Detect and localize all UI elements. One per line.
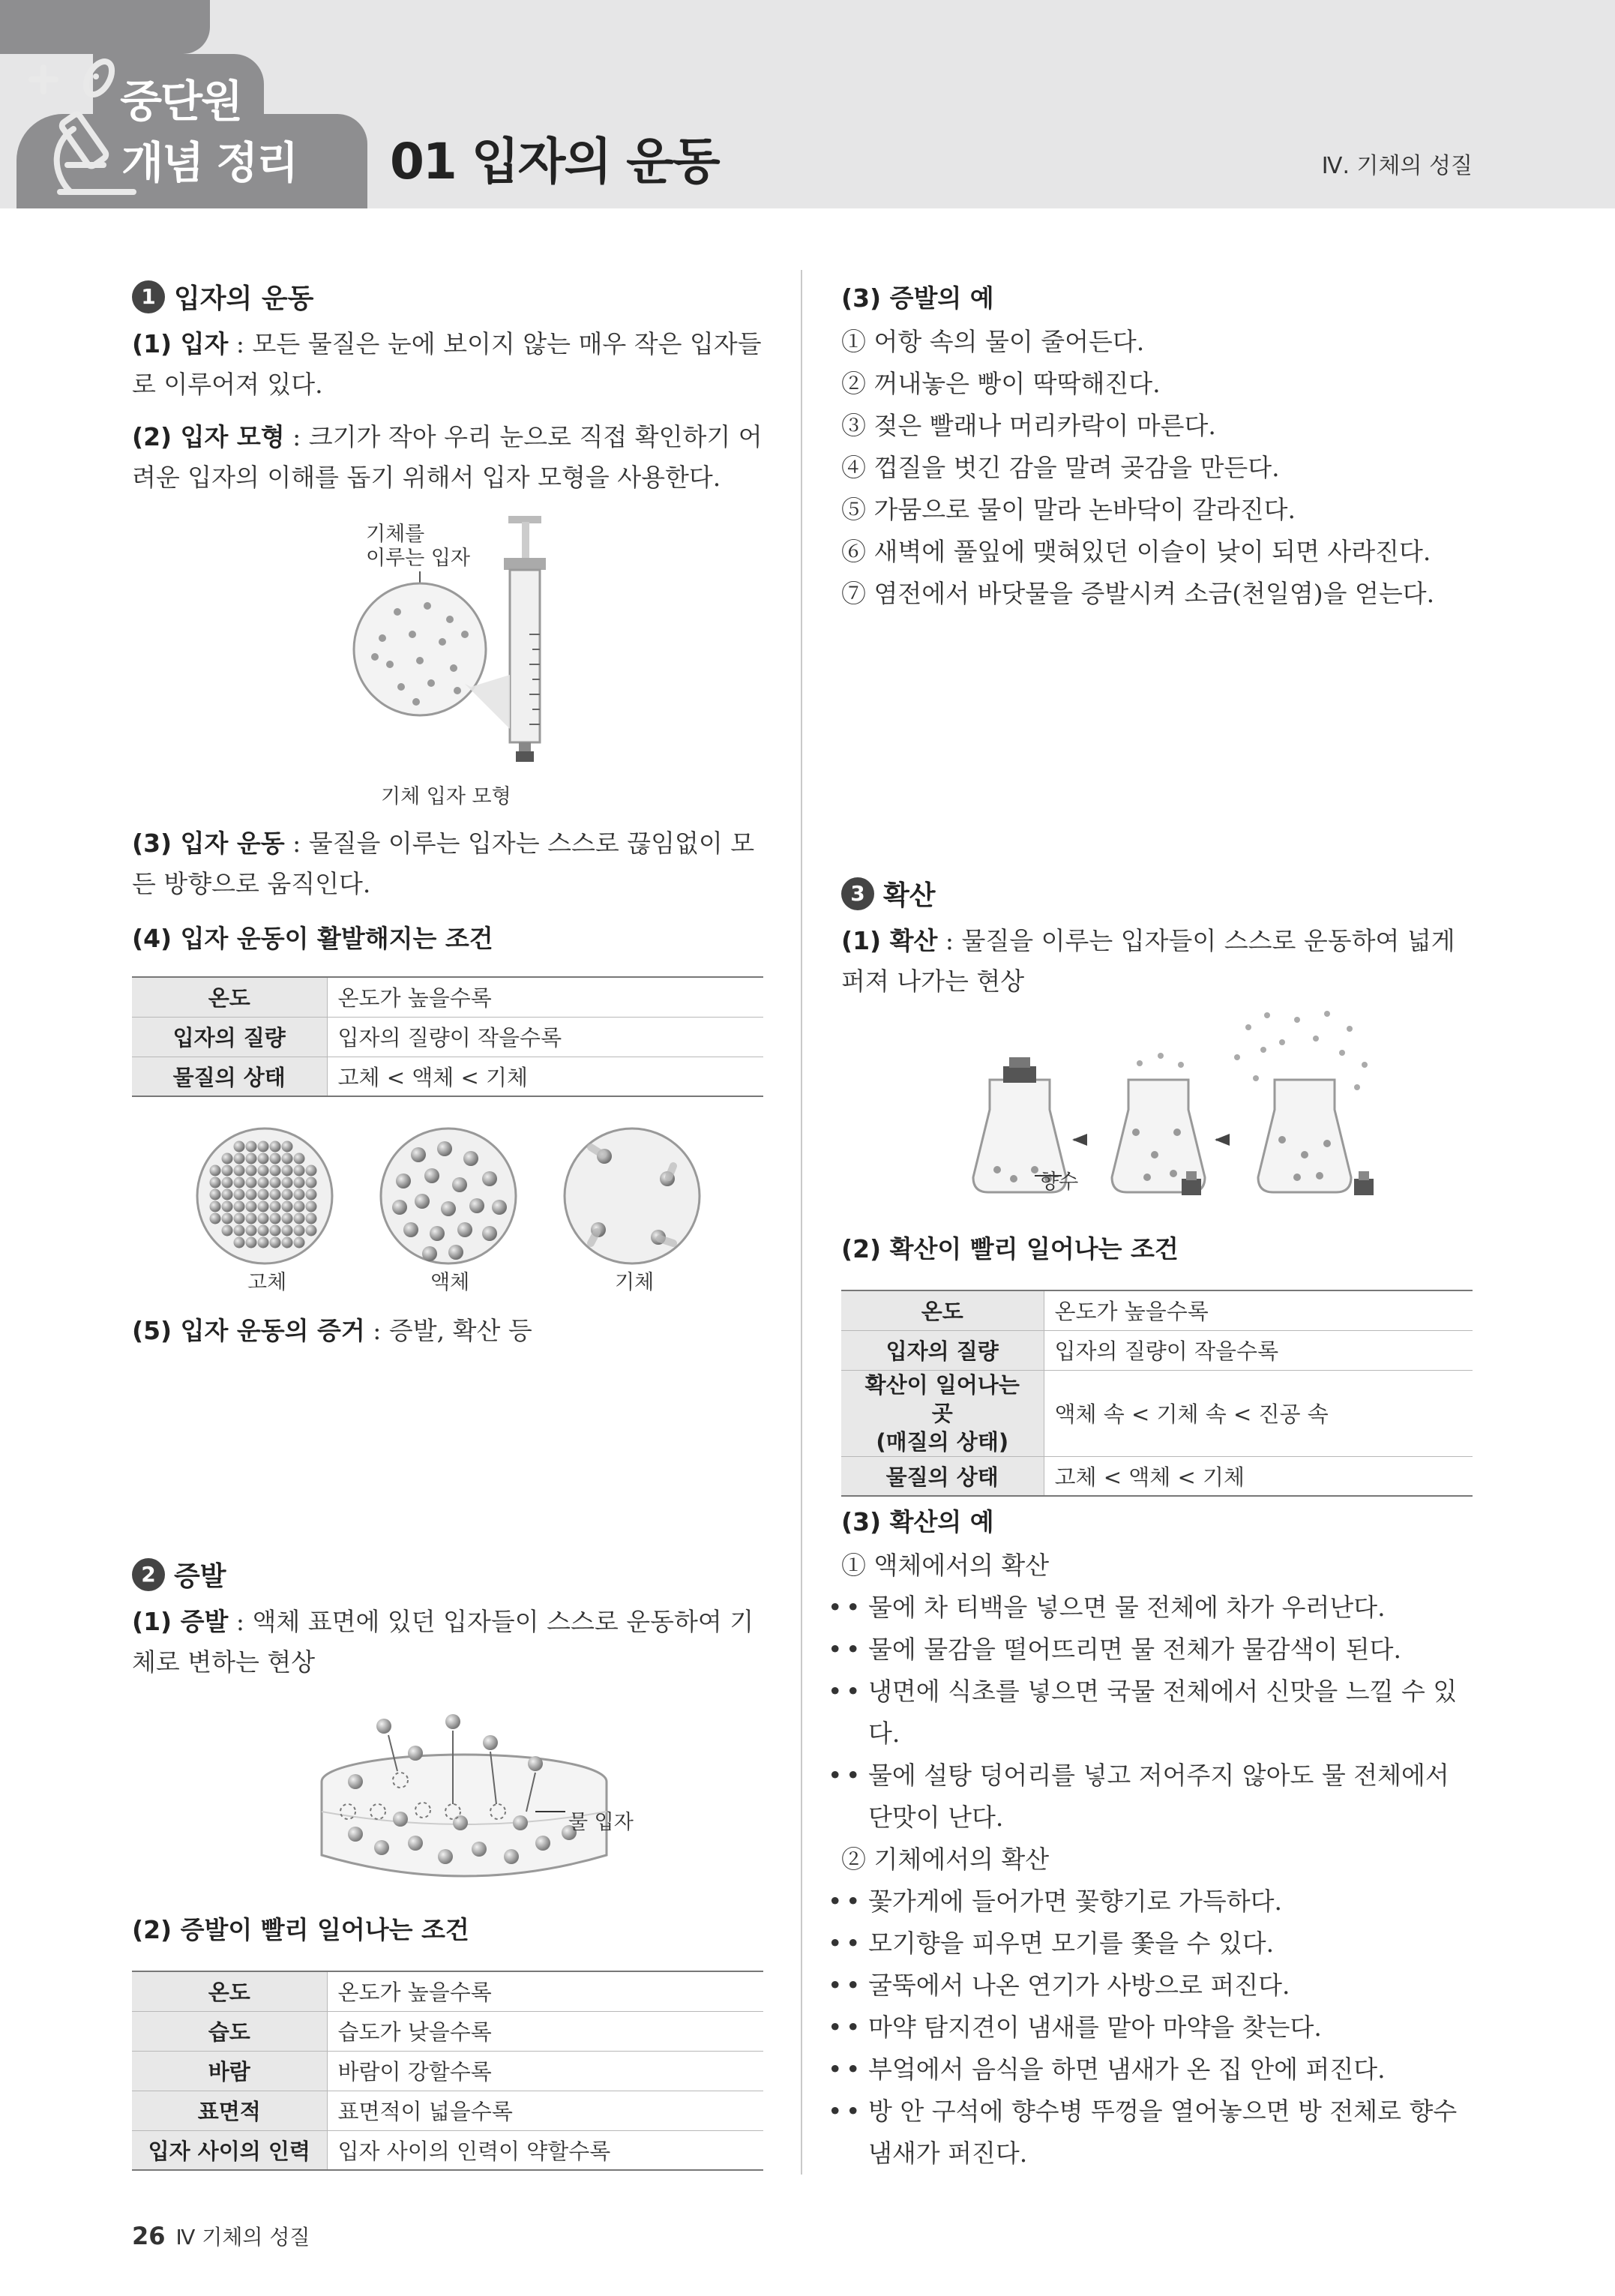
term-particle: (1) 입자 <box>132 329 229 358</box>
solid-particle <box>210 1177 221 1188</box>
solid-particle <box>210 1165 221 1176</box>
solid-particle <box>270 1141 281 1152</box>
motion-conditions-title: (4) 입자 운동이 활발해지는 조건 <box>132 924 493 953</box>
solid-particle <box>282 1189 293 1200</box>
table-key: 물질의 상태 <box>132 1057 327 1096</box>
section-2-heading <box>132 1555 226 1593</box>
list-item: • • 물에 차 티백을 넣으면 물 전체에 차가 우러난다. <box>841 1587 1473 1629</box>
term-motion-evidence: (5) 입자 운동의 증거 <box>132 1316 365 1345</box>
solid-particle <box>282 1141 293 1152</box>
evaporation-conditions-table <box>132 1971 763 2171</box>
perfume-diffusion-figure <box>967 1005 1387 1215</box>
liquid-diffusion-heading: ① 액체에서의 확산 <box>841 1551 1050 1580</box>
section-1-heading <box>132 277 313 316</box>
solid-particle <box>294 1189 305 1200</box>
table-row <box>132 2051 763 2091</box>
solid-particle <box>234 1225 245 1236</box>
solid-particle <box>270 1237 281 1248</box>
table-value: 온도가 높을수록 <box>327 977 763 1017</box>
solid-particle <box>270 1177 281 1188</box>
solid-particle <box>222 1225 233 1236</box>
chapter-label: Ⅳ. 기체의 성질 <box>1321 153 1473 179</box>
solid-particle <box>306 1177 317 1188</box>
table-value: 온도가 높을수록 <box>1044 1290 1473 1330</box>
solid-particle <box>258 1237 269 1248</box>
table-value: 온도가 높을수록 <box>327 1971 763 2011</box>
solid-particle <box>234 1177 245 1188</box>
table-value: 표면적이 넓을수록 <box>327 2091 763 2130</box>
section-3-title: 확산 <box>883 880 936 911</box>
solid-particle <box>270 1165 281 1176</box>
list-item-text: 물에 물감을 떨어뜨리면 물 전체가 물감색이 된다. <box>867 1635 1401 1664</box>
page-number: 26 <box>132 2222 166 2250</box>
table-value: 입자의 질량이 작을수록 <box>327 1017 763 1057</box>
list-item: • • 굴뚝에서 나온 연기가 사방으로 퍼진다. <box>841 1965 1473 2007</box>
solid-particle <box>210 1189 221 1200</box>
solid-particle <box>222 1189 233 1200</box>
list-item: ⑥ 새벽에 풀잎에 맺혀있던 이슬이 낮이 되면 사라진다. <box>841 537 1431 566</box>
list-item-text: 물에 설탕 덩어리를 넣고 저어주지 않아도 물 전체에서 단맛이 난다. <box>867 1761 1449 1832</box>
table-key: 표면적 <box>132 2091 327 2130</box>
figure-label-line2: 이루는 입자 <box>366 547 470 570</box>
list-item-text: 마약 탐지견이 냄새를 맡아 마약을 찾는다. <box>867 2013 1322 2042</box>
section-number-1: 1 <box>132 280 165 313</box>
diffusion-conditions-title: (2) 확산이 빨리 일어나는 조건 <box>841 1234 1179 1263</box>
table-value: 습도가 낮을수록 <box>327 2011 763 2051</box>
solid-particle <box>246 1237 257 1248</box>
solid-particle <box>258 1213 269 1224</box>
table-key-medium <box>841 1370 1044 1456</box>
solid-particle <box>234 1141 245 1152</box>
solid-particle <box>270 1189 281 1200</box>
solid-particle <box>222 1165 233 1176</box>
solid-particle <box>234 1213 245 1224</box>
table-key-line1: 확산이 일어나는 곳 <box>864 1371 1020 1426</box>
list-item-text: 물에 차 티백을 넣으면 물 전체에 차가 우러난다. <box>867 1593 1386 1622</box>
figure-label-line1: 기체를 <box>366 523 425 546</box>
solid-particle <box>222 1153 233 1164</box>
evaporation-examples-list <box>841 321 1486 615</box>
diffusion-examples-list <box>841 1545 1473 2175</box>
table-row <box>132 2011 763 2051</box>
solid-particles <box>210 1141 317 1248</box>
table-row <box>841 1456 1473 1496</box>
text-evaporation: : 액체 표면에 있던 입자들이 스스로 운동하여 기체로 변하는 현상 <box>132 1607 754 1677</box>
solid-particle <box>294 1165 305 1176</box>
motion-evidence <box>132 1311 763 1351</box>
list-item: ⑦ 염전에서 바닷물을 증발시켜 소금(천일염)을 얻는다. <box>841 579 1435 608</box>
evaporation-conditions-title: (2) 증발이 빨리 일어나는 조건 <box>132 1915 469 1944</box>
text-particle-model: : 크기가 작아 우리 눈으로 직접 확인하기 어려운 입자의 이해를 돕기 위해서 입자 모형을 사용한다. <box>132 422 763 492</box>
list-item: • • 방 안 구석에 향수병 뚜껑을 열어놓으면 방 전체로 향수 냄새가 퍼진다. <box>841 2091 1473 2175</box>
list-item: • • 마약 탐지견이 냄새를 맡아 마약을 찾는다. <box>841 2007 1473 2049</box>
solid-particle <box>282 1237 293 1248</box>
particle-definition <box>132 324 763 405</box>
diffusion-conditions-table <box>841 1290 1473 1497</box>
solid-particle <box>306 1225 317 1236</box>
solid-particle <box>258 1225 269 1236</box>
term-evaporation: (1) 증발 <box>132 1607 229 1636</box>
text-motion-evidence: : 증발, 확산 등 <box>364 1316 532 1345</box>
solid-particle <box>258 1153 269 1164</box>
table-key: 물질의 상태 <box>841 1456 1044 1496</box>
solid-particle <box>294 1237 305 1248</box>
solid-particle <box>246 1177 257 1188</box>
solid-particle <box>282 1213 293 1224</box>
table-row <box>132 977 763 1017</box>
state-label-solid: 고체 <box>247 1271 287 1294</box>
table-row <box>841 1290 1473 1330</box>
list-item-text: 꽃가게에 들어가면 꽃향기로 가득하다. <box>867 1887 1282 1916</box>
table-row <box>841 1370 1473 1456</box>
term-diffusion: (1) 확산 <box>841 926 938 955</box>
evaporation-examples-title: (3) 증발의 예 <box>841 283 994 313</box>
table-value: 바람이 강할수록 <box>327 2051 763 2091</box>
solid-particle <box>258 1189 269 1200</box>
solid-particle <box>306 1213 317 1224</box>
list-item: • • 모기향을 피우면 모기를 쫓을 수 있다. <box>841 1923 1473 1965</box>
solid-particle <box>234 1237 245 1248</box>
solid-particle <box>258 1141 269 1152</box>
solid-particle <box>246 1165 257 1176</box>
column-divider <box>801 270 802 2175</box>
solid-particle <box>294 1213 305 1224</box>
list-item: ① 어항 속의 물이 줄어든다. <box>841 327 1145 356</box>
particle-motion-definition <box>132 823 763 904</box>
section-3-heading <box>841 874 936 913</box>
gas-diffusion-heading: ② 기체에서의 확산 <box>841 1845 1050 1874</box>
solid-particle <box>282 1201 293 1212</box>
gas-particle-model-figure <box>345 507 570 762</box>
solid-particle <box>234 1189 245 1200</box>
solid-particle <box>258 1177 269 1188</box>
table-key: 온도 <box>132 1971 327 2011</box>
solid-particle <box>282 1165 293 1176</box>
solid-particle <box>258 1165 269 1176</box>
table-key: 입자의 질량 <box>132 1017 327 1057</box>
solid-particle <box>294 1153 305 1164</box>
list-item: • • 물에 설탕 덩어리를 넣고 저어주지 않아도 물 전체에서 단맛이 난다. <box>841 1755 1473 1839</box>
solid-particle <box>246 1153 257 1164</box>
table-row <box>132 1017 763 1057</box>
solid-particle <box>306 1201 317 1212</box>
solid-particle <box>282 1153 293 1164</box>
table-value: 입자의 질량이 작을수록 <box>1044 1330 1473 1370</box>
list-item-text: 방 안 구석에 향수병 뚜껑을 열어놓으면 방 전체로 향수 냄새가 퍼진다. <box>867 2097 1458 2168</box>
solid-particle <box>306 1165 317 1176</box>
section-2-title: 증발 <box>174 1561 226 1592</box>
section-number-3: 3 <box>841 877 874 910</box>
solid-particle <box>234 1153 245 1164</box>
solid-particle <box>270 1153 281 1164</box>
evaporation-figure <box>310 1699 640 1887</box>
section-number-2: 2 <box>132 1558 165 1591</box>
solid-particle <box>246 1201 257 1212</box>
badge-line1: 중단원 <box>120 76 242 127</box>
page-footer <box>132 2221 310 2251</box>
table-key: 온도 <box>841 1290 1044 1330</box>
list-item: ③ 젖은 빨래나 머리카락이 마른다. <box>841 411 1216 440</box>
table-key: 습도 <box>132 2011 327 2051</box>
list-item: ② 꺼내놓은 빵이 딱딱해진다. <box>841 369 1161 398</box>
solid-particle <box>234 1165 245 1176</box>
solid-particle <box>258 1201 269 1212</box>
solid-particle <box>270 1201 281 1212</box>
state-label-gas: 기체 <box>615 1271 655 1294</box>
solid-particle <box>210 1213 221 1224</box>
text-diffusion: : 물질을 이루는 입자들이 스스로 운동하여 넓게 퍼져 나가는 현상 <box>841 926 1455 996</box>
text-particle-motion: : 물질을 이루는 입자는 스스로 끊임없이 모든 방향으로 움직인다. <box>132 829 755 898</box>
water-particle-label: 물 입자 <box>568 1811 634 1834</box>
list-item-text: 굴뚝에서 나온 연기가 사방으로 퍼진다. <box>867 1971 1290 2000</box>
solid-particle <box>294 1225 305 1236</box>
table-row <box>841 1330 1473 1370</box>
solid-particle <box>282 1177 293 1188</box>
table-row <box>132 2130 763 2170</box>
motion-conditions-table <box>132 976 763 1097</box>
solid-particle <box>222 1201 233 1212</box>
list-item-text: 모기향을 피우면 모기를 쫓을 수 있다. <box>867 1929 1275 1958</box>
solid-particle <box>210 1201 221 1212</box>
table-value: 액체 속 < 기체 속 < 진공 속 <box>1044 1370 1473 1456</box>
table-row <box>132 2091 763 2130</box>
list-item-text: 냉면에 식초를 넣으면 국물 전체에서 신맛을 느낄 수 있다. <box>867 1677 1458 1748</box>
solid-particle <box>306 1189 317 1200</box>
solid-particle <box>294 1201 305 1212</box>
term-particle-motion: (3) 입자 운동 <box>132 829 285 858</box>
table-row <box>132 1057 763 1096</box>
solid-particle <box>246 1225 257 1236</box>
solid-particle <box>234 1201 245 1212</box>
table-row <box>132 1971 763 2011</box>
list-item: • • 물에 물감을 떨어뜨리면 물 전체가 물감색이 된다. <box>841 1629 1473 1671</box>
perfume-label: 향수 <box>1039 1170 1079 1194</box>
state-label-liquid: 액체 <box>430 1271 470 1294</box>
states-of-matter-figure <box>193 1125 703 1275</box>
solid-particle <box>246 1141 257 1152</box>
solid-particle <box>246 1189 257 1200</box>
term-particle-model: (2) 입자 모형 <box>132 422 285 451</box>
particle-model-definition <box>132 417 763 498</box>
solid-particle <box>270 1225 281 1236</box>
table-key: 바람 <box>132 2051 327 2091</box>
table-key-line2: (매질의 상태) <box>876 1428 1009 1455</box>
list-item: • • 꽃가게에 들어가면 꽃향기로 가득하다. <box>841 1881 1473 1923</box>
solid-particle <box>246 1213 257 1224</box>
footer-chapter: Ⅳ 기체의 성질 <box>175 2225 310 2250</box>
list-item: ④ 껍질을 벗긴 감을 말려 곶감을 만든다. <box>841 453 1280 482</box>
list-item: ⑤ 가뭄으로 물이 말라 논바닥이 갈라진다. <box>841 495 1296 524</box>
figure-caption-gas-model: 기체 입자 모형 <box>381 785 511 808</box>
solid-particle <box>222 1177 233 1188</box>
diffusion-examples-title: (3) 확산의 예 <box>841 1507 994 1536</box>
solid-particle <box>294 1177 305 1188</box>
solid-particle <box>222 1213 233 1224</box>
page-title: 01 입자의 운동 <box>390 133 719 190</box>
table-value: 입자 사이의 인력이 약할수록 <box>327 2130 763 2170</box>
table-value: 고체 < 액체 < 기체 <box>1044 1456 1473 1496</box>
table-key: 입자 사이의 인력 <box>132 2130 327 2170</box>
table-value: 고체 < 액체 < 기체 <box>327 1057 763 1096</box>
table-key: 입자의 질량 <box>841 1330 1044 1370</box>
list-item-text: 부엌에서 음식을 하면 냄새가 온 집 안에 퍼진다. <box>867 2055 1386 2084</box>
text-particle: : 모든 물질은 눈에 보이지 않는 매우 작은 입자들로 이루어져 있다. <box>132 329 762 399</box>
solid-particle <box>282 1225 293 1236</box>
section-1-title: 입자의 운동 <box>174 283 314 314</box>
list-item: • • 냉면에 식초를 넣으면 국물 전체에서 신맛을 느낄 수 있다. <box>841 1671 1473 1755</box>
diffusion-definition <box>841 921 1471 1002</box>
badge-line2: 개념 정리 <box>121 137 298 188</box>
list-item: • • 부엌에서 음식을 하면 냄새가 온 집 안에 퍼진다. <box>841 2049 1473 2091</box>
evaporation-definition <box>132 1602 763 1683</box>
table-key: 온도 <box>132 977 327 1017</box>
solid-particle <box>270 1213 281 1224</box>
